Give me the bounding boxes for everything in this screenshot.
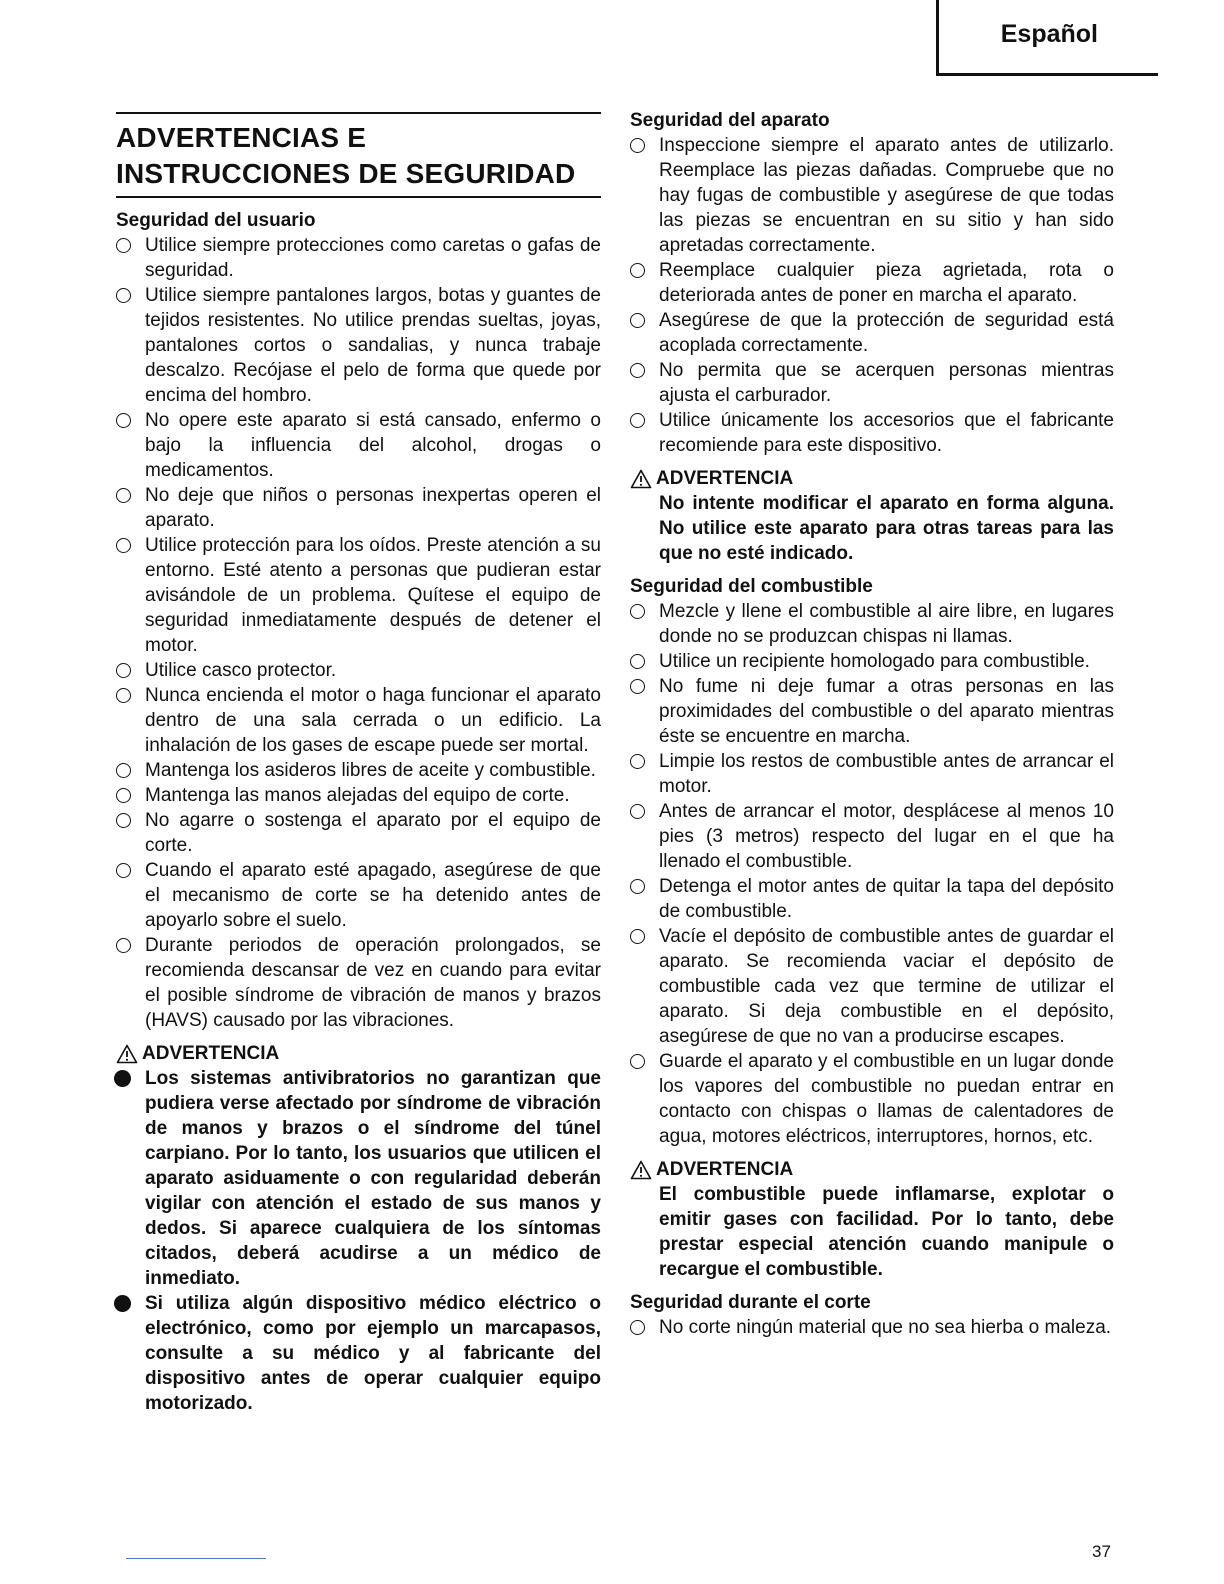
list-item: Durante periodos de operación prolongados, se recomienda descansar de vez en cuando para evitar el posible síndrome de vibración de manos y brazos (HAVS) causado por las vibraciones. xyxy=(116,933,601,1033)
warning-triangle-icon xyxy=(116,1044,138,1064)
section-title xyxy=(116,112,601,198)
circle-bullet-icon xyxy=(630,138,645,153)
circle-bullet-icon xyxy=(116,413,131,428)
list-item: Guarde el aparato y el combustible en un lugar donde los vapores del combustible no puedan entrar en contacto con chispas o llamas de calentadores de agua, motores eléctricos, interruptores, hornos, etc. xyxy=(630,1049,1114,1149)
device-safety-list xyxy=(630,133,1114,458)
warning-heading xyxy=(116,1041,601,1066)
circle-bullet-icon xyxy=(630,604,645,619)
circle-bullet-icon xyxy=(116,813,131,828)
circle-bullet-icon xyxy=(630,413,645,428)
title-line-1: ADVERTENCIAS E xyxy=(116,122,367,153)
fuel-safety-list xyxy=(630,599,1114,1149)
list-item: Utilice protección para los oídos. Preste atención a su entorno. Esté atento a personas que pudieran estar avisándole de un problema. Quítese el equipo de seguridad inmediatamente después de detener el motor. xyxy=(116,533,601,658)
list-item: Utilice únicamente los accesorios que el fabricante recomiende para este dispositivo. xyxy=(630,408,1114,458)
circle-bullet-icon xyxy=(116,938,131,953)
filled-bullet-icon xyxy=(114,1070,131,1087)
circle-bullet-icon xyxy=(630,654,645,669)
list-item: Utilice casco protector. xyxy=(116,658,601,683)
list-item: Mantenga las manos alejadas del equipo de corte. xyxy=(116,783,601,808)
circle-bullet-icon xyxy=(630,1320,645,1335)
fuel-safety-heading: Seguridad del combustible xyxy=(630,576,873,597)
circle-bullet-icon xyxy=(116,688,131,703)
warning-text: El combustible puede inflamarse, explotar o emitir gases con facilidad. Por lo tanto, debe prestar especial atención cuando manipule o recargue el combustible. xyxy=(659,1184,1114,1280)
circle-bullet-icon xyxy=(630,879,645,894)
warning-label: ADVERTENCIA xyxy=(142,1043,280,1064)
list-item: No fume ni deje fumar a otras personas en las proximidades del combustible o del aparato mientras éste se encuentre en marcha. xyxy=(630,674,1114,749)
list-item: Cuando el aparato esté apagado, asegúrese de que el mecanismo de corte se ha detenido antes de apoyarlo sobre el suelo. xyxy=(116,858,601,933)
circle-bullet-icon xyxy=(116,763,131,778)
filled-bullet-icon xyxy=(114,1295,131,1312)
list-item: Vacíe el depósito de combustible antes de guardar el aparato. Se recomienda vaciar el depósito de combustible cada vez que termine de utilizar el aparato. Si deja combustible en el depósito, asegúrese de que no van a producirse escapes. xyxy=(630,924,1114,1049)
language-tab xyxy=(936,0,1158,76)
circle-bullet-icon xyxy=(630,679,645,694)
circle-bullet-icon xyxy=(116,538,131,553)
warning-heading xyxy=(630,466,1114,491)
title-line-2: INSTRUCCIONES DE SEGURIDAD xyxy=(116,158,576,189)
warning-triangle-icon xyxy=(630,469,652,489)
warning-text: No intente modificar el aparato en forma alguna. No utilice este aparato para otras tareas para las que no esté indicado. xyxy=(659,493,1114,564)
circle-bullet-icon xyxy=(630,1054,645,1069)
circle-bullet-icon xyxy=(630,263,645,278)
list-item: Antes de arrancar el motor, desplácese al menos 10 pies (3 metros) respecto del lugar en el que ha llenado el combustible. xyxy=(630,799,1114,874)
warning-label: ADVERTENCIA xyxy=(656,1159,794,1180)
list-item: Si utiliza algún dispositivo médico eléctrico o electrónico, como por ejemplo un marcapasos, consulte a su médico y al fabricante del dispositivo antes de operar cualquier equipo motorizado. xyxy=(116,1291,601,1416)
device-safety-heading: Seguridad del aparato xyxy=(630,110,830,131)
circle-bullet-icon xyxy=(116,288,131,303)
warning-label: ADVERTENCIA xyxy=(656,468,794,489)
footer-divider xyxy=(126,1558,266,1559)
circle-bullet-icon xyxy=(116,788,131,803)
list-item: No permita que se acerquen personas mientras ajusta el carburador. xyxy=(630,358,1114,408)
user-safety-list xyxy=(116,233,601,1033)
list-item: No opere este aparato si está cansado, enfermo o bajo la influencia del alcohol, drogas o medicamentos. xyxy=(116,408,601,483)
list-item: No deje que niños o personas inexpertas operen el aparato. xyxy=(116,483,601,533)
list-item: Utilice un recipiente homologado para combustible. xyxy=(630,649,1114,674)
list-item: Asegúrese de que la protección de seguridad está acoplada correctamente. xyxy=(630,308,1114,358)
list-item: Los sistemas antivibratorios no garantizan que pudiera verse afectado por síndrome de vibración de manos y brazos o el síndrome del túnel carpiano. Por lo tanto, los usuarios que utilicen el aparato asiduamente o con regularidad deberán vigilar con atención el estado de sus manos y dedos. Si aparece cualquiera de los síntomas citados, deberá acudirse a un médico de inmediato. xyxy=(116,1066,601,1291)
circle-bullet-icon xyxy=(116,663,131,678)
right-column xyxy=(630,112,1114,1340)
circle-bullet-icon xyxy=(630,754,645,769)
page-number: 37 xyxy=(1092,1542,1111,1561)
list-item: Utilice siempre protecciones como caretas o gafas de seguridad. xyxy=(116,233,601,283)
list-item: No agarre o sostenga el aparato por el equipo de corte. xyxy=(116,808,601,858)
circle-bullet-icon xyxy=(630,804,645,819)
language-label: Español xyxy=(1000,20,1098,48)
warning-triangle-icon xyxy=(630,1160,652,1180)
circle-bullet-icon xyxy=(630,929,645,944)
warning-list xyxy=(116,1066,601,1416)
cutting-safety-list xyxy=(630,1315,1114,1340)
circle-bullet-icon xyxy=(630,363,645,378)
circle-bullet-icon xyxy=(116,488,131,503)
list-item: Nunca encienda el motor o haga funcionar el aparato dentro de una sala cerrada o un edificio. La inhalación de los gases de escape puede ser mortal. xyxy=(116,683,601,758)
warning-heading xyxy=(630,1157,1114,1182)
list-item: Mezcle y llene el combustible al aire libre, en lugares donde no se produzcan chispas ni llamas. xyxy=(630,599,1114,649)
circle-bullet-icon xyxy=(116,238,131,253)
list-item: Mantenga los asideros libres de aceite y combustible. xyxy=(116,758,601,783)
list-item: Inspeccione siempre el aparato antes de utilizarlo. Reemplace las piezas dañadas. Compruebe que no hay fugas de combustible y asegúrese de que todas las piezas se encuentran en su sitio y han sido apretadas correctamente. xyxy=(630,133,1114,258)
list-item: Reemplace cualquier pieza agrietada, rota o deteriorada antes de poner en marcha el aparato. xyxy=(630,258,1114,308)
list-item: No corte ningún material que no sea hierba o maleza. xyxy=(630,1315,1114,1340)
list-item: Limpie los restos de combustible antes de arrancar el motor. xyxy=(630,749,1114,799)
list-item: Utilice siempre pantalones largos, botas y guantes de tejidos resistentes. No utilice prendas sueltas, joyas, pantalones cortos o sandalias, y nunca trabaje descalzo. Recójase el pelo de forma que quede por encima del hombro. xyxy=(116,283,601,408)
circle-bullet-icon xyxy=(116,863,131,878)
user-safety-heading: Seguridad del usuario xyxy=(116,210,316,231)
circle-bullet-icon xyxy=(630,313,645,328)
left-column xyxy=(116,112,601,1416)
list-item: Detenga el motor antes de quitar la tapa del depósito de combustible. xyxy=(630,874,1114,924)
cutting-safety-heading: Seguridad durante el corte xyxy=(630,1292,871,1313)
